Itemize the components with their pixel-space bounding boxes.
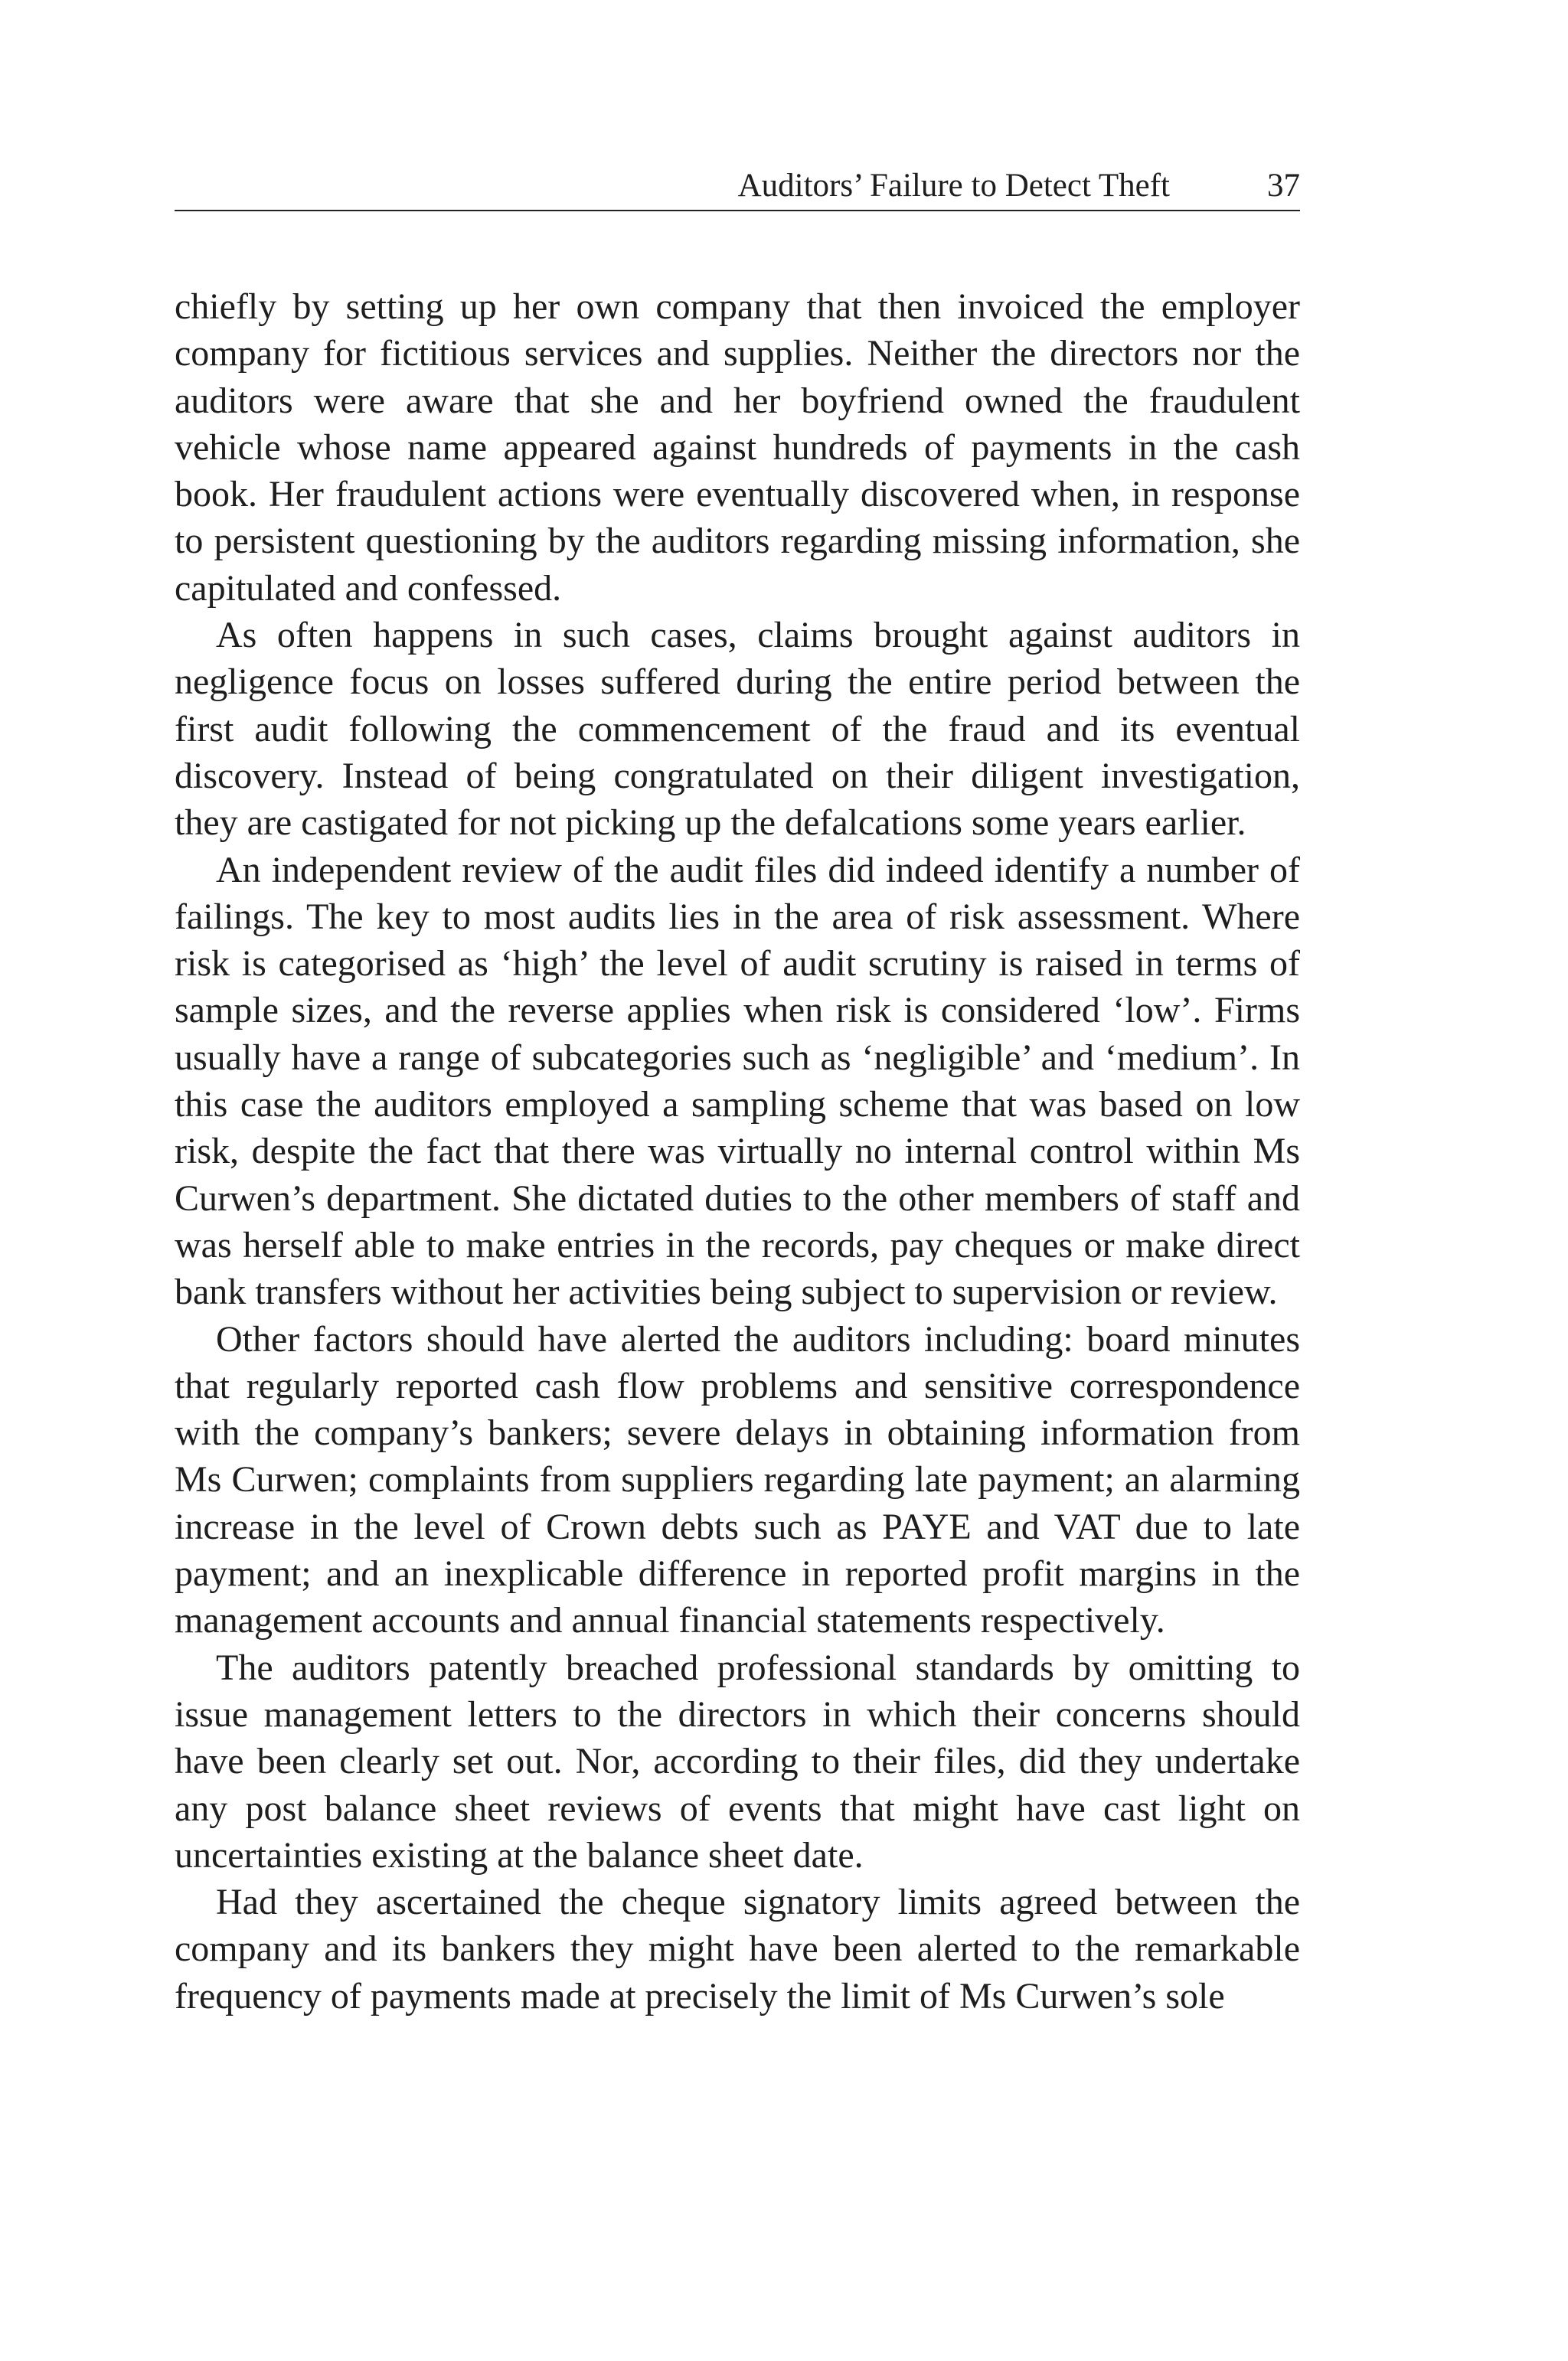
body-text bbox=[175, 283, 1300, 2020]
paragraph-3: An independent review of the audit files did indeed identify a number of failings. The key to most audits lies in the area of risk assessment. Where risk is categorised as ‘high’ the level of audit scrutiny is raised in terms of sample sizes, and the reverse applies when risk is considered ‘low’. Firms usually have a range of subcategories such as ‘negligible’ and ‘medium’. In this case the auditors employed a sampling scheme that was based on low risk, despite the fact that there was virtually no internal control within Ms Curwen’s department. She dictated duties to the other members of staff and was herself able to make entries in the records, pay cheques or make direct bank transfers without her activities being subject to supervision or review. bbox=[175, 849, 1300, 1313]
page-number: 37 bbox=[1267, 168, 1300, 204]
paragraph-5: The auditors patently breached professional standards by omitting to issue management letters to the directors in which their concerns should have been clearly set out. Nor, according to their files, did they undertake any post balance sheet reviews of events that might have cast light on uncertainties existing at the balance sheet date. bbox=[175, 1647, 1300, 1876]
running-header bbox=[175, 162, 1300, 211]
paragraph-4: Other factors should have alerted the auditors including: board minutes that regularly reported cash flow problems and sensitive correspondence with the company’s bankers; severe delays in obtaining information from Ms Curwen; complaints from suppliers regarding late payment; an alarming increase in the level of Crown debts such as PAYE and VAT due to late payment; and an inexplicable difference in reported profit margins in the management accounts and annual financial statements respectively. bbox=[175, 1318, 1300, 1641]
paragraph-2: As often happens in such cases, claims brought against auditors in negligence focus on losses suffered during the entire period between the first audit following the commencement of the fraud and its eventual discovery. Instead of being congratulated on their diligent investigation, they are castigated for not picking up the defalcations some years earlier. bbox=[175, 615, 1300, 844]
paragraph-1: chiefly by setting up her own company that then invoiced the employer company for fictitious services and supplies. Neither the directors nor the auditors were aware that she and her boyfriend owned the fraudulent vehicle whose name appeared against hundreds of payments in the cash book. Her fraudulent actions were eventually discovered when, in response to persistent questioning by the auditors regarding missing information, she capitulated and confessed. bbox=[175, 286, 1300, 609]
running-header-title: Auditors’ Failure to Detect Theft bbox=[737, 168, 1170, 204]
paragraph-6: Had they ascertained the cheque signatory limits agreed between the company and its bankers they might have been alerted to the remarkable frequency of payments made at precisely the limit of Ms Curwen’s sole bbox=[175, 1882, 1300, 2016]
